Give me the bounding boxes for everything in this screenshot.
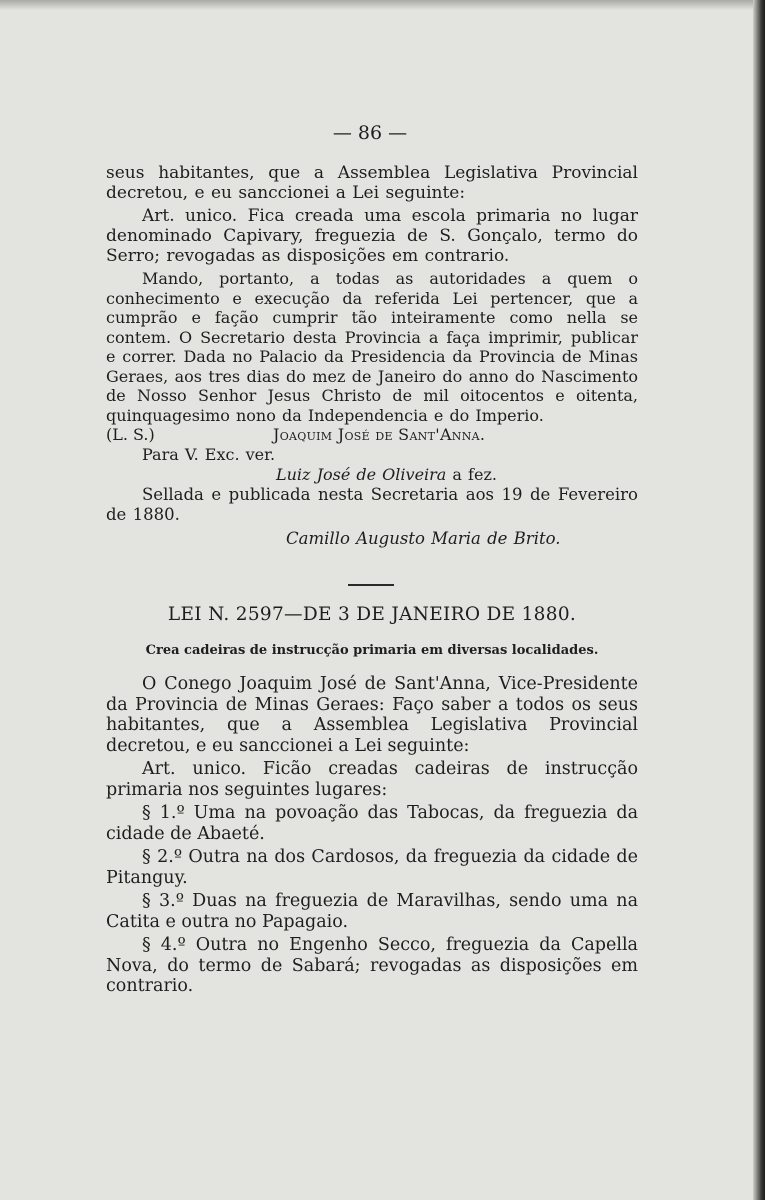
seal-mark: (L. S.)	[106, 425, 155, 444]
law-section-3: § 3.º Duas na freguezia de Maravilhas, sendo uma na Catita e outra no Papagaio.	[106, 891, 638, 932]
law-section-2: § 2.º Outra na dos Cardosos, da freguezia da cidade de Pitanguy.	[106, 847, 638, 888]
page-spine-shadow	[753, 0, 765, 1200]
section-divider	[348, 584, 394, 586]
decree-article: Art. unico. Fica creada uma escola primaria no lugar denominado Capivary, freguezia de S. Gonçalo, termo do Serro; revogadas as disposições em contrario.	[106, 206, 638, 266]
signatory-name: Joaquim José de Sant'Anna.	[273, 425, 486, 444]
page-top-shadow	[0, 0, 765, 10]
clerk-suffix: a fez.	[446, 465, 497, 484]
law-body	[106, 674, 638, 997]
law-subtitle: Crea cadeiras de instrucção primaria em diversas localidades.	[145, 643, 599, 658]
decree-mando: Mando, portanto, a todas as autoridades a quem o conhecimento e execução da referida Lei pertencer, que a cumprão e fação cumprir tão inteiramente como nella se contem. O Secretario desta Provincia a faça imprimir, publicar e correr. Dada no Palacio da Presidencia da Provincia de Minas Geraes, aos tres dias do mez de Janeiro do anno do Nascimento de Nosso Senhor Jesus Christo de mil oitocentos e oitenta, quinquagesimo nono da Independencia e do Imperio.	[106, 269, 638, 425]
seal-line	[106, 425, 638, 445]
decree-intro: seus habitantes, que a Assemblea Legislativa Provincial decretou, e eu sanccionei a Lei seguinte:	[106, 163, 638, 203]
law-intro: O Conego Joaquim José de Sant'Anna, Vice-Presidente da Provincia de Minas Geraes: Faço saber a todos os seus habitantes, que a Assemblea Legislativa Provincial decretou, e eu sanccionei a Lei seguinte:	[106, 674, 638, 756]
para-ver: Para V. Exc. ver.	[142, 445, 276, 464]
law-section-4: § 4.º Outra no Engenho Secco, freguezia da Capella Nova, do termo de Sabará; revogadas as disposições em contrario.	[106, 935, 638, 996]
decree-continuation	[106, 163, 638, 549]
law-title: LEI N. 2597—DE 3 DE JANEIRO DE 1880.	[167, 604, 577, 625]
clerk-line	[106, 465, 638, 485]
secretary-signature: Camillo Augusto Maria de Brito.	[286, 529, 561, 548]
page-number: — 86 —	[332, 122, 408, 144]
clerk-name: Luiz José de Oliveira	[276, 465, 447, 484]
sellada-line: Sellada e publicada nesta Secretaria aos 19 de Fevereiro de 1880.	[106, 485, 638, 524]
law-article: Art. unico. Ficão creadas cadeiras de instrucção primaria nos seguintes lugares:	[106, 759, 638, 800]
law-section-1: § 1.º Uma na povoação das Tabocas, da freguezia da cidade de Abaeté.	[106, 803, 638, 844]
